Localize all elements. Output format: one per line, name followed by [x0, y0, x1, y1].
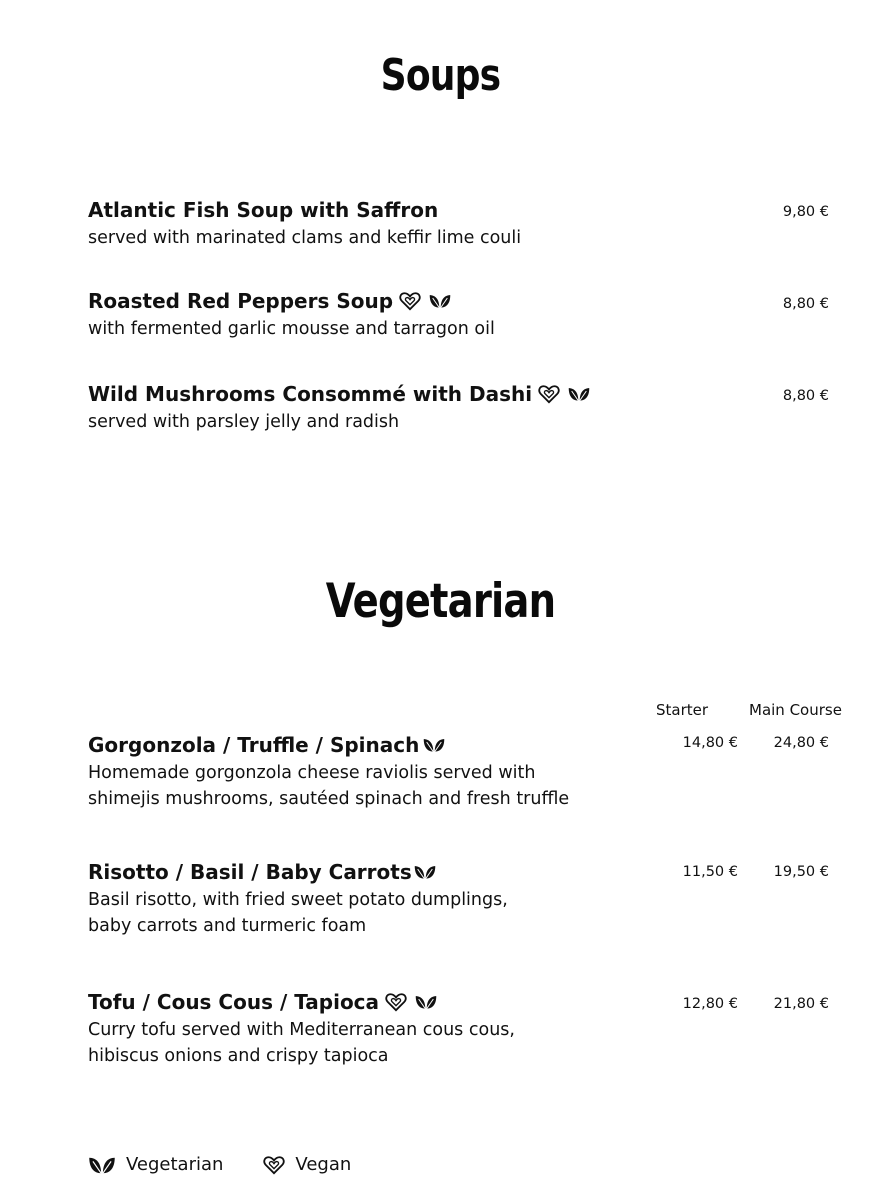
- item-description-line: hibiscus onions and crispy tapioca: [88, 1046, 389, 1066]
- item-name: Gorgonzola / Truffle / Spinach: [88, 733, 420, 757]
- vegetarian-leaf-icon: [568, 384, 590, 404]
- item-name: Tofu / Cous Cous / Tapioca: [88, 990, 380, 1014]
- legend-vegetarian-label: Vegetarian: [126, 1154, 224, 1175]
- vegetarian-leaf-icon: [415, 992, 437, 1012]
- item-starter-price: 11,50 €: [682, 864, 738, 880]
- item-main-price: 21,80 €: [773, 996, 829, 1012]
- menu-item-fish-soup: [88, 197, 848, 251]
- item-starter-price: 14,80 €: [682, 735, 738, 751]
- vegan-heart-icon: [263, 1155, 285, 1175]
- vegan-heart-icon: [385, 992, 407, 1012]
- item-name: Roasted Red Peppers Soup: [88, 289, 394, 313]
- legend-vegan: [263, 1154, 351, 1175]
- item-description-line: Basil risotto, with fried sweet potato dumplings,: [88, 890, 508, 910]
- dietary-legend: [88, 1154, 391, 1175]
- item-starter-price: 12,80 €: [682, 996, 738, 1012]
- item-description-line: shimejis mushrooms, sautéed spinach and fresh truffle: [88, 789, 570, 809]
- column-header-starter: Starter: [656, 701, 709, 719]
- item-price: 8,80 €: [782, 388, 829, 404]
- vegetarian-leaf-icon: [88, 1155, 116, 1175]
- item-main-price: 24,80 €: [773, 735, 829, 751]
- item-description-line: Curry tofu served with Mediterranean cous cous,: [88, 1020, 515, 1040]
- menu-item-red-pepper-soup: [88, 288, 848, 342]
- item-name: Risotto / Basil / Baby Carrots: [88, 860, 412, 884]
- item-name: Wild Mushrooms Consommé with Dashi: [88, 382, 533, 406]
- vegetarian-leaf-icon: [414, 862, 436, 882]
- item-description: with fermented garlic mousse and tarragon oil: [88, 319, 495, 339]
- vegetarian-leaf-icon: [423, 735, 445, 755]
- section-title-vegetarian: Vegetarian: [325, 574, 556, 629]
- item-description-line: baby carrots and turmeric foam: [88, 916, 367, 936]
- legend-vegetarian: [88, 1154, 223, 1175]
- menu-item-mushroom-consomme: [88, 381, 848, 435]
- legend-vegan-label: Vegan: [295, 1154, 352, 1175]
- item-price: 8,80 €: [782, 296, 829, 312]
- column-header-main-course: Main Course: [749, 701, 842, 719]
- item-price: 9,80 €: [782, 204, 829, 220]
- item-name: Atlantic Fish Soup with Saffron: [88, 198, 439, 222]
- vegan-heart-icon: [538, 384, 560, 404]
- item-description: served with marinated clams and keffir lime couli: [88, 228, 522, 248]
- section-title-soups: Soups: [380, 50, 501, 101]
- item-description: served with parsley jelly and radish: [88, 412, 400, 432]
- vegetarian-leaf-icon: [429, 291, 451, 311]
- item-main-price: 19,50 €: [773, 864, 829, 880]
- item-description-line: Homemade gorgonzola cheese raviolis served with: [88, 763, 536, 783]
- vegan-heart-icon: [399, 291, 421, 311]
